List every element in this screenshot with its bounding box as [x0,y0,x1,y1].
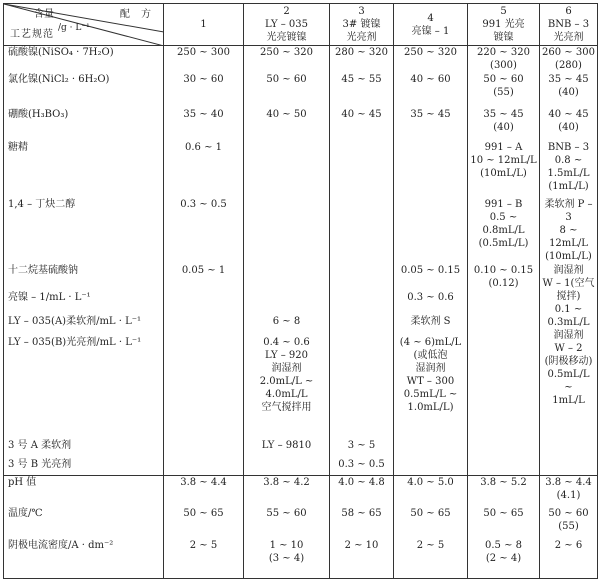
cell-text-line: 0.3 ~ 0.5 [338,458,385,470]
cell-text-line: (0.5mL/L) [478,237,529,249]
cell-text-line: 0.5 ~ 0.8mL/L [482,211,525,236]
cell [164,108,244,141]
cell-text-line: 35 ~ 45 [548,73,589,85]
cell-text-line: LY – 9810 [261,440,312,452]
formula-header-1 [164,4,244,46]
row-label: 硼酸(H₃BO₃) [4,108,164,141]
cell-text-line: 0.1 ~ 0.3mL/L [547,304,590,329]
cell-text-line: (2 ~ 4) [485,553,522,565]
nickel-plating-formula-table [3,3,598,579]
cell [468,46,540,73]
cell-text-line: (0.12) [488,278,519,290]
cell [394,141,468,197]
cell-wetting-agents [540,264,598,476]
cell [468,507,540,540]
cell-text-line: 50 ~ 65 [483,507,524,519]
cell [244,291,330,316]
cell [164,507,244,540]
table-row [4,476,598,507]
cell-text-line: 250 ~ 320 [260,47,313,58]
cell [394,476,468,507]
table-row [4,73,598,109]
cell [330,108,394,141]
cell [164,141,244,197]
cell [468,336,540,439]
table-row [4,315,598,335]
cell-text-line: 55 ~ 60 [266,507,307,519]
cell-text-line: LY – 035 [264,19,309,30]
cell-text-line: (1mL/L) [548,181,589,193]
cell-text-line: 10 ~ 12mL/L [470,155,537,167]
cell [164,315,244,335]
cell-text-line: 2 ~ 10 [344,540,379,552]
formula-header-5 [468,4,540,46]
cell-text-line: (55) [493,86,514,98]
cell [394,458,468,476]
cell [330,539,394,578]
cell-text-line: (40) [558,122,579,134]
cell [540,198,598,265]
cell [468,315,540,335]
corner-process-label: 工艺规范 [10,29,54,40]
cell-text-line: 45 ~ 55 [341,73,382,85]
cell [330,439,394,457]
cell-text-line: 280 ~ 320 [335,47,388,58]
row-label: 硫酸镍(NiSO₄ · 7H₂O) [4,46,164,73]
cell-text-line: 260 ~ 300 [542,47,595,58]
cell [164,476,244,507]
cell-text-line: W – 1(空气 [542,278,595,290]
cell [394,507,468,540]
formula-header-3 [330,4,394,46]
cell-text-line: (300) [490,60,517,71]
row-label: LY – 035(B)光亮剂/mL · L⁻¹ [4,336,164,439]
cell-text-line: 4.0 ~ 4.8 [338,477,385,489]
cell-text-line: 光亮镀镍 [266,32,307,43]
cell [394,46,468,73]
cell [468,539,540,578]
cell-text-line: 2 [283,6,290,17]
cell-text-line: 0.05 ~ 0.15 [400,265,461,277]
cell-text-line: 0.05 ~ 1 [181,265,226,277]
cell-text-line: 0.3 ~ 0.5 [180,198,227,210]
cell [164,291,244,316]
cell [394,439,468,457]
cell-text-line: 40 ~ 45 [341,109,382,121]
cell-text-line: (10mL/L) [545,250,592,262]
cell [540,46,598,73]
cell-text-line: 4 [427,12,434,24]
cell-text-line: 润湿剂 [553,330,584,342]
cell-text-line: 50 ~ 65 [410,507,451,519]
cell [164,439,244,457]
table-row [4,439,598,457]
cell [164,73,244,109]
corner-unit-label: /g · L⁻¹ [58,23,90,33]
cell-text-line: 40 ~ 60 [410,73,451,85]
cell-text-line: (280) [555,60,582,71]
cell [394,108,468,141]
cell [330,141,394,197]
cell [540,73,598,109]
cell [468,198,540,265]
cell-text-line: 空气搅拌用 [261,401,312,413]
row-label: 3 号 A 柔软剂 [4,439,164,457]
formula-table-container [3,3,597,579]
cell-text-line: 4.0mL/L [265,388,308,400]
cell [244,458,330,476]
cell [330,458,394,476]
cell [540,539,598,578]
cell-text-line: 3.8 ~ 5.2 [480,477,527,489]
cell [164,539,244,578]
cell-text-line: W – 2 [554,343,583,355]
cell-text-line: 3.8 ~ 4.2 [263,477,310,489]
cell-text-line: 润湿剂 [553,265,584,277]
cell [164,336,244,439]
table-row [4,336,598,439]
cell-text-line: 2 ~ 5 [189,540,218,552]
cell-text-line: 6 [565,6,572,17]
table-row [4,198,598,265]
cell-text-line: 亮镍 – 1 [411,25,450,37]
cell [244,439,330,457]
cell [330,336,394,439]
cell-text-line: 991 – B [484,198,523,210]
cell [164,264,244,291]
cell [330,315,394,335]
row-label: 十二烷基硫酸钠 [4,264,164,291]
cell-text-line: 40 ~ 50 [266,109,307,121]
cell [244,108,330,141]
cell-text-line: 991 光亮 [482,19,525,30]
corner-header [4,4,164,46]
cell-text-line: 镀镍 [493,32,514,43]
cell-text-line: WT – 300 [406,375,455,387]
cell-text-line: 35 ~ 45 [410,109,451,121]
cell-text-line: 991 – A [484,142,523,154]
cell-text-line: 2 ~ 5 [416,540,445,552]
formula-header-4 [394,4,468,46]
cell [244,315,330,335]
cell [164,46,244,73]
cell-text-line: 3.8 ~ 4.4 [180,477,227,489]
cell-text-line: 250 ~ 320 [404,47,457,58]
table-row [4,507,598,540]
table-row [4,46,598,73]
cell-text-line: 58 ~ 65 [341,507,382,519]
cell-text-line: 0.6 ~ 1 [184,142,222,154]
cell [540,141,598,197]
cell [244,73,330,109]
cell-text-line: 1 ~ 10 [269,540,304,552]
table-row [4,458,598,476]
cell [244,507,330,540]
cell [540,507,598,540]
cell-text-line: 湿润剂 [415,362,446,374]
row-label: LY – 035(A)柔软剂/mL · L⁻¹ [4,315,164,335]
cell-text-line: 250 ~ 300 [177,47,230,58]
cell [244,539,330,578]
header-row [4,4,598,46]
row-label: 糖精 [4,141,164,197]
cell-text-line: 搅拌) [556,291,581,303]
corner-formula-label: 配 方 [119,9,155,20]
cell [244,476,330,507]
corner-content-label: 含量 [34,9,54,20]
row-label: 氯化镍(NiCl₂ · 6H₂O) [4,73,164,109]
cell-text-line: (4 ~ 6)mL/L [399,336,462,348]
cell-text-line: (4.1) [556,490,581,502]
cell-text-line: 2.0mL/L ~ [259,375,314,387]
cell-text-line: 1.0mL/L) [407,401,454,413]
cell-text-line: 30 ~ 60 [183,73,224,85]
cell-text-line: 0.4 ~ 0.6 [263,336,310,348]
cell [394,315,468,335]
table-row [4,264,598,291]
cell-text-line: 220 ~ 320 [477,47,530,58]
cell [164,458,244,476]
formula-header-6 [540,4,598,46]
cell-text-line: 0.8 ~ 1.5mL/L [547,155,590,180]
table-row [4,539,598,578]
cell-text-line: 光亮剂 [553,32,584,43]
cell-text-line: 50 ~ 60 [548,507,589,519]
formula-header-2 [244,4,330,46]
cell [468,264,540,315]
row-label: pH 值 [4,476,164,507]
cell-text-line: (10mL/L) [480,168,527,180]
cell-text-line: 8 ~ 12mL/L [549,224,588,249]
cell-text-line: 2 ~ 6 [554,540,583,552]
cell [468,439,540,457]
cell-text-line: 3# 镀镍 [342,19,381,30]
row-label: 亮镍 – 1/mL · L⁻¹ [4,291,164,316]
cell [468,458,540,476]
cell-text-line: 6 ~ 8 [272,316,301,328]
row-label: 阴极电流密度/A · dm⁻² [4,539,164,578]
cell-text-line: LY – 920 [264,349,309,361]
cell [540,108,598,141]
cell-text-line: 3 [358,6,365,17]
cell [244,264,330,291]
cell [394,336,468,439]
cell-text-line: 0.5mL/L ~ [403,388,458,400]
cell [468,476,540,507]
cell [468,73,540,109]
cell [244,198,330,265]
cell-text-line: 3 ~ 5 [347,440,376,452]
cell-text-line: 50 ~ 60 [266,73,307,85]
table-row [4,141,598,197]
cell-text-line: (阴极移动) [544,356,593,368]
cell [244,336,330,439]
cell [244,46,330,73]
cell [394,264,468,291]
cell [164,198,244,265]
cell-text-line: 0.3 ~ 0.6 [407,291,454,303]
row-label: 3 号 B 光亮剂 [4,458,164,476]
cell-text-line: (40) [493,122,514,134]
table-row [4,108,598,141]
cell [540,476,598,507]
cell-text-line: BNB – 3 [547,19,590,30]
cell [330,476,394,507]
cell [330,198,394,265]
cell [244,141,330,197]
cell [394,198,468,265]
cell [330,507,394,540]
cell-text-line: BNB – 3 [547,142,590,154]
cell-text-line: (3 ~ 4) [268,553,305,565]
cell-text-line: 润湿剂 [271,362,302,374]
cell-text-line: 4.0 ~ 5.0 [407,477,454,489]
cell [394,539,468,578]
cell-text-line: 5 [500,6,507,17]
cell-text-line: 1 [200,19,207,30]
row-label: 温度/℃ [4,507,164,540]
cell [468,108,540,141]
cell-text-line: 50 ~ 60 [483,73,524,85]
cell-text-line: 1mL/L [552,395,585,407]
cell-text-line: 0.5mL/L ~ [547,369,590,394]
cell-text-line: 柔软剂 S [410,316,451,328]
cell-text-line: 0.5 ~ 8 [484,540,522,552]
cell-text-line: 3.8 ~ 4.4 [545,477,592,489]
cell-text-line: (40) [558,86,579,98]
cell-text-line: 光亮剂 [346,32,377,43]
cell [468,141,540,197]
cell-text-line: 0.10 ~ 0.15 [473,265,534,277]
cell-text-line: (或低泡 [413,349,448,361]
cell [330,264,394,291]
row-label: 1,4 – 丁炔二醇 [4,198,164,265]
cell [394,291,468,316]
cell-text-line: 40 ~ 45 [548,109,589,121]
cell-text-line: 50 ~ 65 [183,507,224,519]
cell-text-line: (55) [558,520,579,532]
cell [330,46,394,73]
cell [330,73,394,109]
cell [330,291,394,316]
cell [394,73,468,109]
cell-text-line: 柔软剂 P – 3 [544,198,593,223]
cell-text-line: 35 ~ 45 [483,109,524,121]
cell-text-line: 35 ~ 40 [183,109,224,121]
